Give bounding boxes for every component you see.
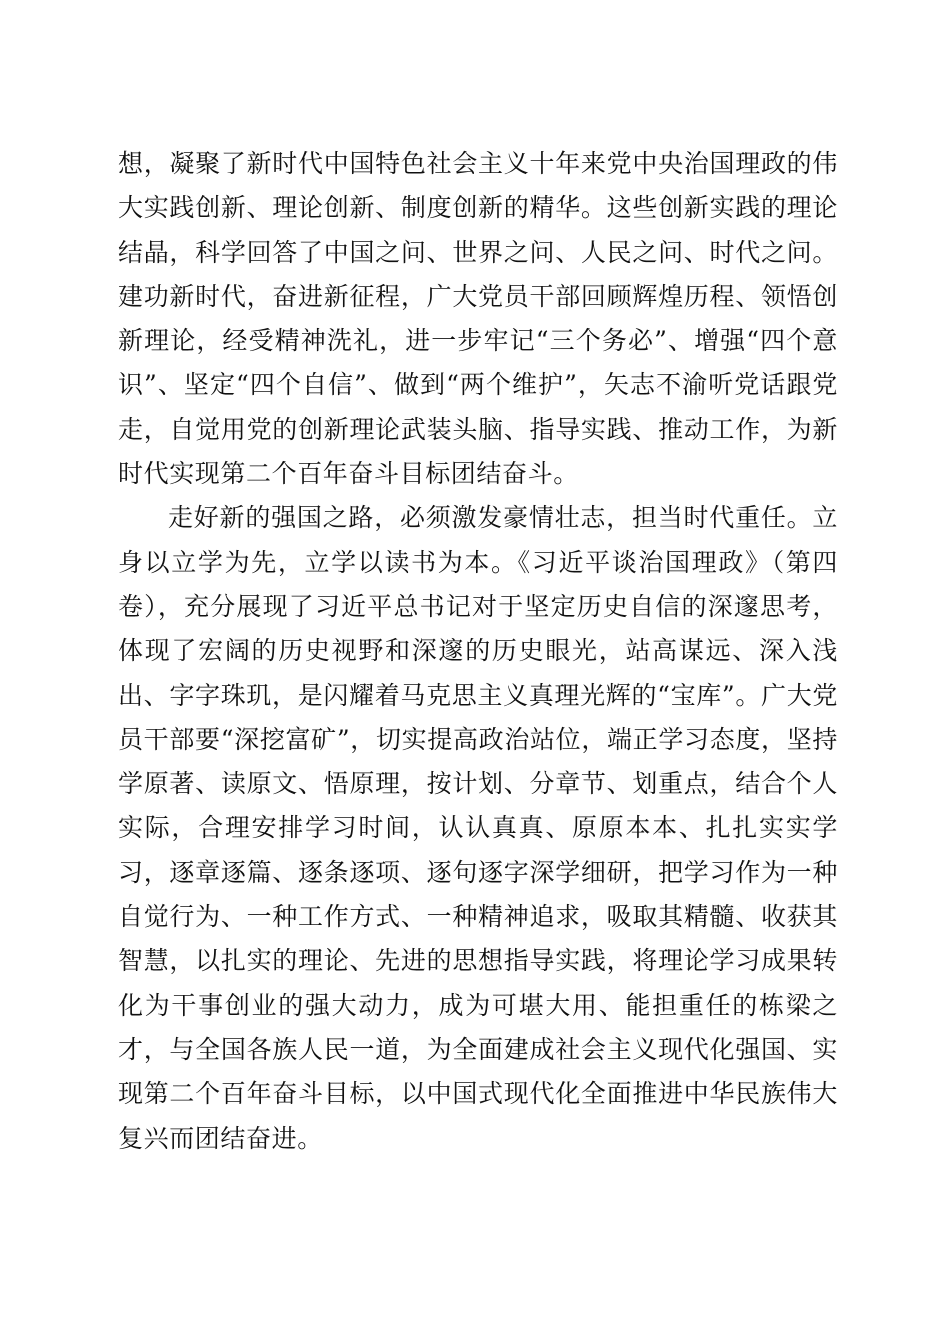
paragraph-continuation: 想，凝聚了新时代中国特色社会主义十年来党中央治国理政的伟大实践创新、理论创新、制度创新的精华。这些创新实践的理论结晶，科学回答了中国之问、世界之问、人民之问、时代之问。建功新时代，奋进新征程，广大党员干部回顾辉煌历程、领悟创新理论，经受精神洗礼，进一步牢记“三个务必”、增强“四个意识”、坚定“四个自信”、做到“两个维护”，矢志不渝听党话跟党走，自觉用党的创新理论武装头脑、指导实践、推动工作，为新时代实现第二个百年奋斗目标团结奋斗。 [118, 149, 838, 489]
document-body [118, 142, 838, 1161]
paragraph-study: 走好新的强国之路，必须激发豪情壮志，担当时代重任。立身以立学为先，立学以读书为本。《习近平谈治国理政》（第四卷），充分展现了习近平总书记对于坚定历史自信的深邃思考，体现了宏阔的历史视野和深邃的历史眼光，站高谋远、深入浅出、字字珠玑，是闪耀着马克思主义真理光辉的“宝库”。广大党员干部要“深挖富矿”，切实提高政治站位，端正学习态度，坚持学原著、读原文、悟原理，按计划、分章节、划重点，结合个人实际，合理安排学习时间，认认真真、原原本本、扎扎实实学习，逐章逐篇、逐条逐项、逐句逐字深学细研，把学习作为一种自觉行为、一种工作方式、一种精神追求，吸取其精髓、收获其智慧，以扎实的理论、先进的思想指导实践，将理论学习成果转化为干事创业的强大动力，成为可堪大用、能担重任的栋梁之才，与全国各族人民一道，为全面建成社会主义现代化强国、实现第二个百年奋斗目标，以中国式现代化全面推进中华民族伟大复兴而团结奋进。 [118, 503, 838, 1153]
